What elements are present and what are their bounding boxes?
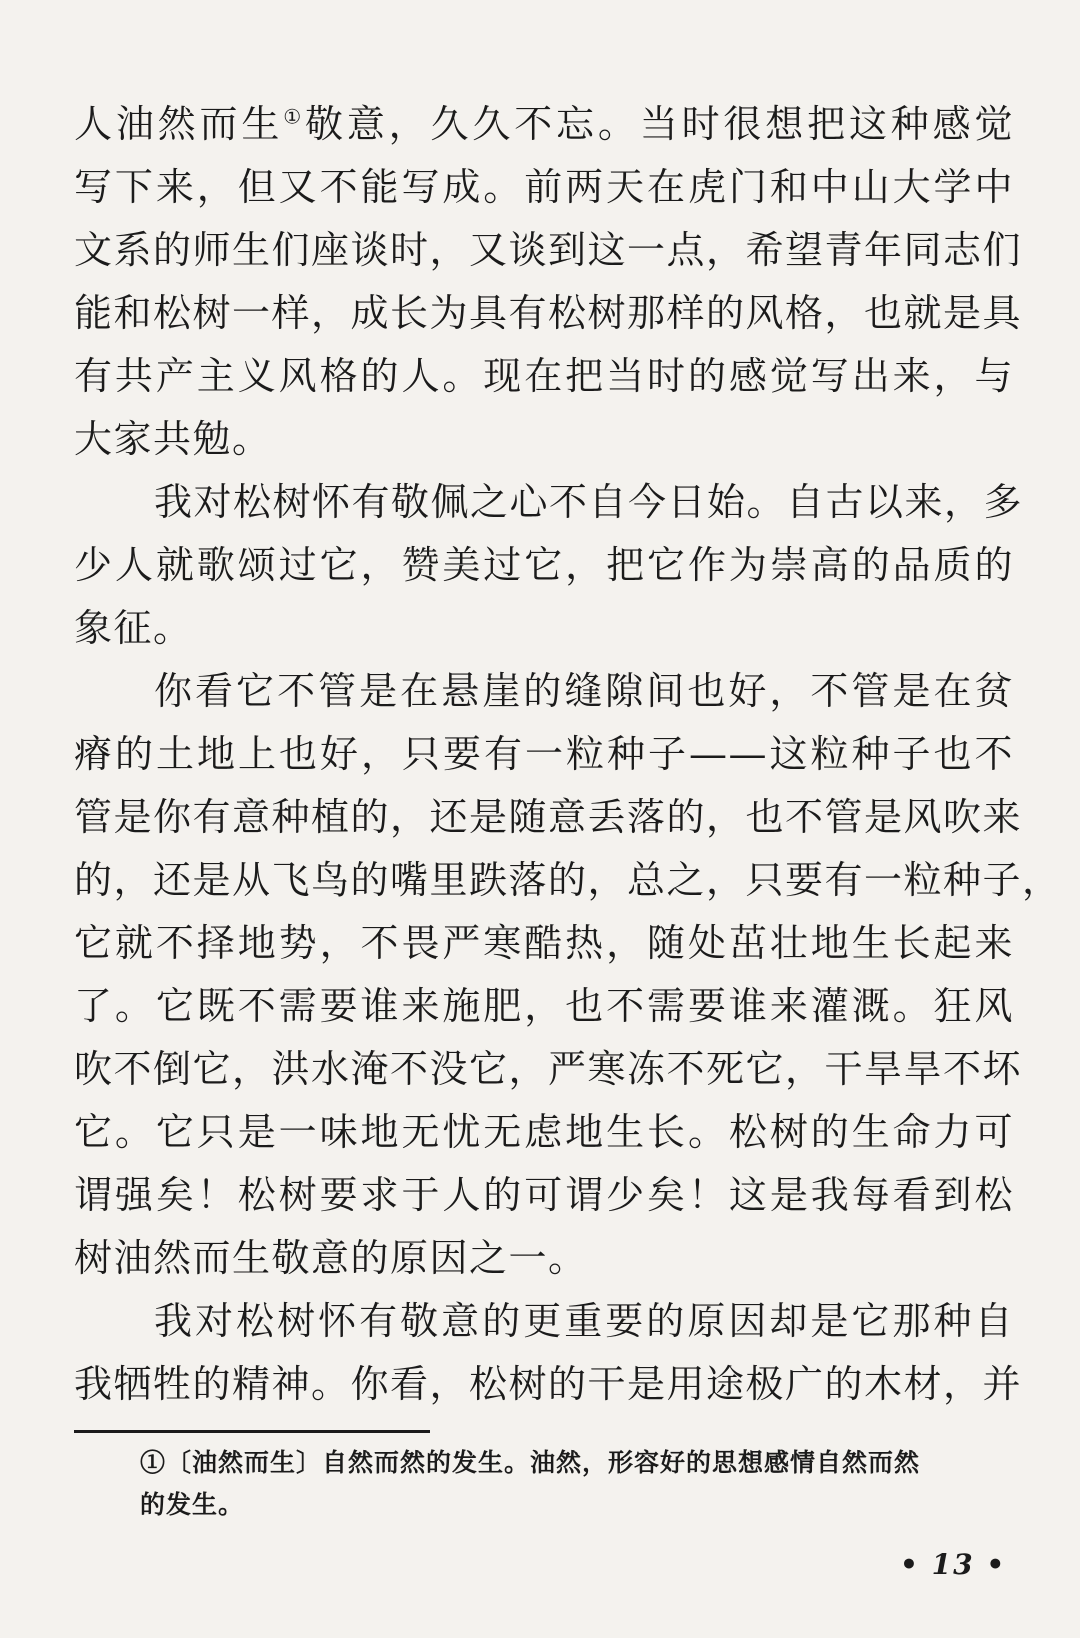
text-line: 少人就歌颂过它，赞美过它，把它作为崇高的品质的: [74, 543, 1014, 587]
text-line: 文系的师生们座谈时，又谈到这一点，希望青年同志们: [74, 228, 1023, 272]
text-line: 了。它既不需要谁来施肥，也不需要谁来灌溉。狂风: [74, 984, 1014, 1028]
text-line: 我对松树怀有敬意的更重要的原因却是它那种自: [154, 1299, 1014, 1343]
text-line: 树油然而生敬意的原因之一。: [74, 1236, 588, 1280]
text-line: 象征。: [74, 606, 193, 650]
text-line: 的，还是从飞鸟的嘴里跌落的，总之，只要有一粒种子，: [74, 858, 1062, 902]
text-line: 它就不择地势，不畏严寒酷热，随处茁壮地生长起来: [74, 921, 1014, 965]
page-number: • 13 •: [900, 1548, 1007, 1581]
text-line: 我牺牲的精神。你看，松树的干是用途极广的木材，并: [74, 1362, 1023, 1406]
body-text: [74, 93, 1062, 1416]
footnote: [140, 1442, 1020, 1526]
text-line: 写下来，但又不能写成。前两天在虎门和中山大学中: [74, 165, 1014, 209]
text-line: 谓强矣！松树要求于人的可谓少矣！这是我每看到松: [74, 1173, 1014, 1217]
text-line: 它。它只是一味地无忧无虑地生长。松树的生命力可: [74, 1110, 1014, 1154]
text-line: 大家共勉。: [74, 417, 272, 461]
footnote-divider: [74, 1430, 430, 1433]
footnote-line: 的发生。: [140, 1490, 245, 1519]
text-line: 能和松树一样，成长为具有松树那样的风格，也就是具: [74, 291, 1023, 335]
text-line: 我对松树怀有敬佩之心不自今日始。自古以来，多: [154, 480, 1024, 524]
text-line: 吹不倒它，洪水淹不没它，严寒冻不死它，干旱旱不坏: [74, 1047, 1023, 1091]
text-line: 管是你有意种植的，还是随意丢落的，也不管是风吹来: [74, 795, 1023, 839]
text-line: 瘠的土地上也好，只要有一粒种子——这粒种子也不: [74, 732, 1014, 776]
footnote-line: ①〔油然而生〕自然而然的发生。油然，形容好的思想感情自然而然: [140, 1448, 921, 1477]
text-line: 人油然而生①敬意，久久不忘。当时很想把这种感觉: [74, 102, 1014, 146]
text-line: 有共产主义风格的人。现在把当时的感觉写出来，与: [74, 354, 1014, 398]
footnote-marker: ①: [283, 104, 305, 129]
text-line: 你看它不管是在悬崖的缝隙间也好，不管是在贫: [154, 669, 1014, 713]
